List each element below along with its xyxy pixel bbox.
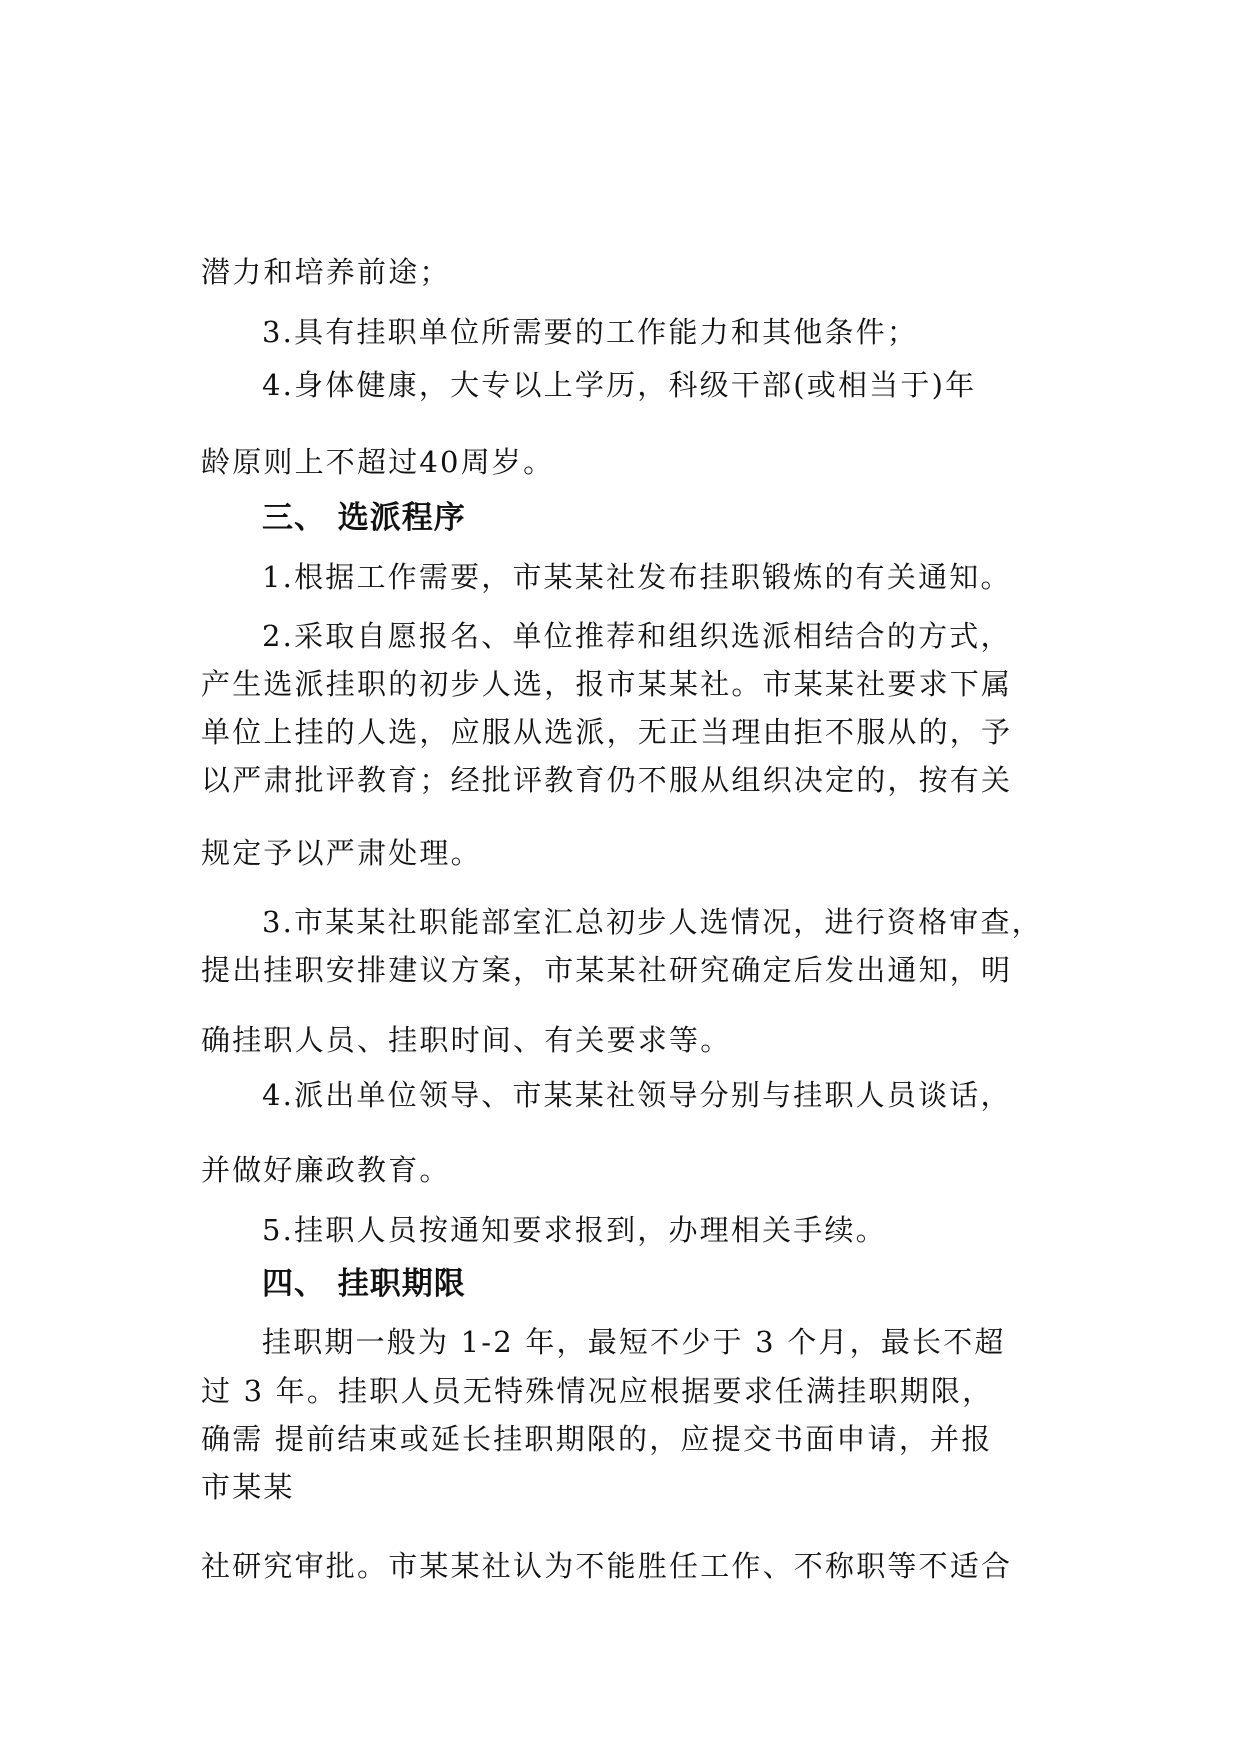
list-item-4: 4.身体健康，大专以上学历，科级干部(或相当于)年 xyxy=(262,368,977,402)
section-heading-3: 三、 选派程序 xyxy=(262,500,466,536)
list-item-2: 2.采取自愿报名、单位推荐和组织选派相结合的方式， xyxy=(262,619,1012,653)
body-text-line: 提出挂职安排建议方案，市某某社研究确定后发出通知，明 xyxy=(201,953,1013,987)
list-item-3: 3.市某某社职能部室汇总初步人选情况，进行资格审查， xyxy=(262,905,1043,939)
list-item-5: 5.挂职人员按通知要求报到，办理相关手续。 xyxy=(262,1213,887,1247)
list-item-1: 1.根据工作需要，市某某社发布挂职锻炼的有关通知。 xyxy=(262,560,1012,594)
body-text-line: 确挂职人员、挂职时间、有关要求等。 xyxy=(201,1023,732,1057)
section-heading-4: 四、 挂职期限 xyxy=(262,1266,466,1302)
body-text-line: 市某某 xyxy=(201,1470,295,1504)
body-text-line: 龄原则上不超过40周岁。 xyxy=(201,445,555,479)
body-text-line: 过 3 年。挂职人员无特殊情况应根据要求任满挂职期限， xyxy=(201,1374,994,1408)
list-item-3: 3.具有挂职单位所需要的工作能力和其他条件； xyxy=(262,315,919,349)
list-item-4: 4.派出单位领导、市某某社领导分别与挂职人员谈话， xyxy=(262,1078,1012,1112)
body-text-line: 确需 提前结束或延长挂职期限的，应提交书面申请，并报 xyxy=(201,1422,993,1456)
body-text-line: 产生选派挂职的初步人选，报市某某社。市某某社要求下属 xyxy=(201,667,1013,701)
body-text-line: 社研究审批。市某某社认为不能胜任工作、不称职等不适合 xyxy=(201,1549,1013,1583)
body-text-line: 以严肃批评教育；经批评教育仍不服从组织决定的，按有关 xyxy=(201,763,1013,797)
body-text-line: 规定予以严肃处理。 xyxy=(201,836,482,870)
body-text-line: 并做好廉政教育。 xyxy=(201,1153,451,1187)
body-text-line: 挂职期一般为 1-2 年，最短不少于 3 个月，最长不超 xyxy=(262,1325,1006,1359)
body-text-line: 潜力和培养前途； xyxy=(201,255,451,289)
body-text-line: 单位上挂的人选，应服从选派，无正当理由拒不服从的，予 xyxy=(201,715,1013,749)
